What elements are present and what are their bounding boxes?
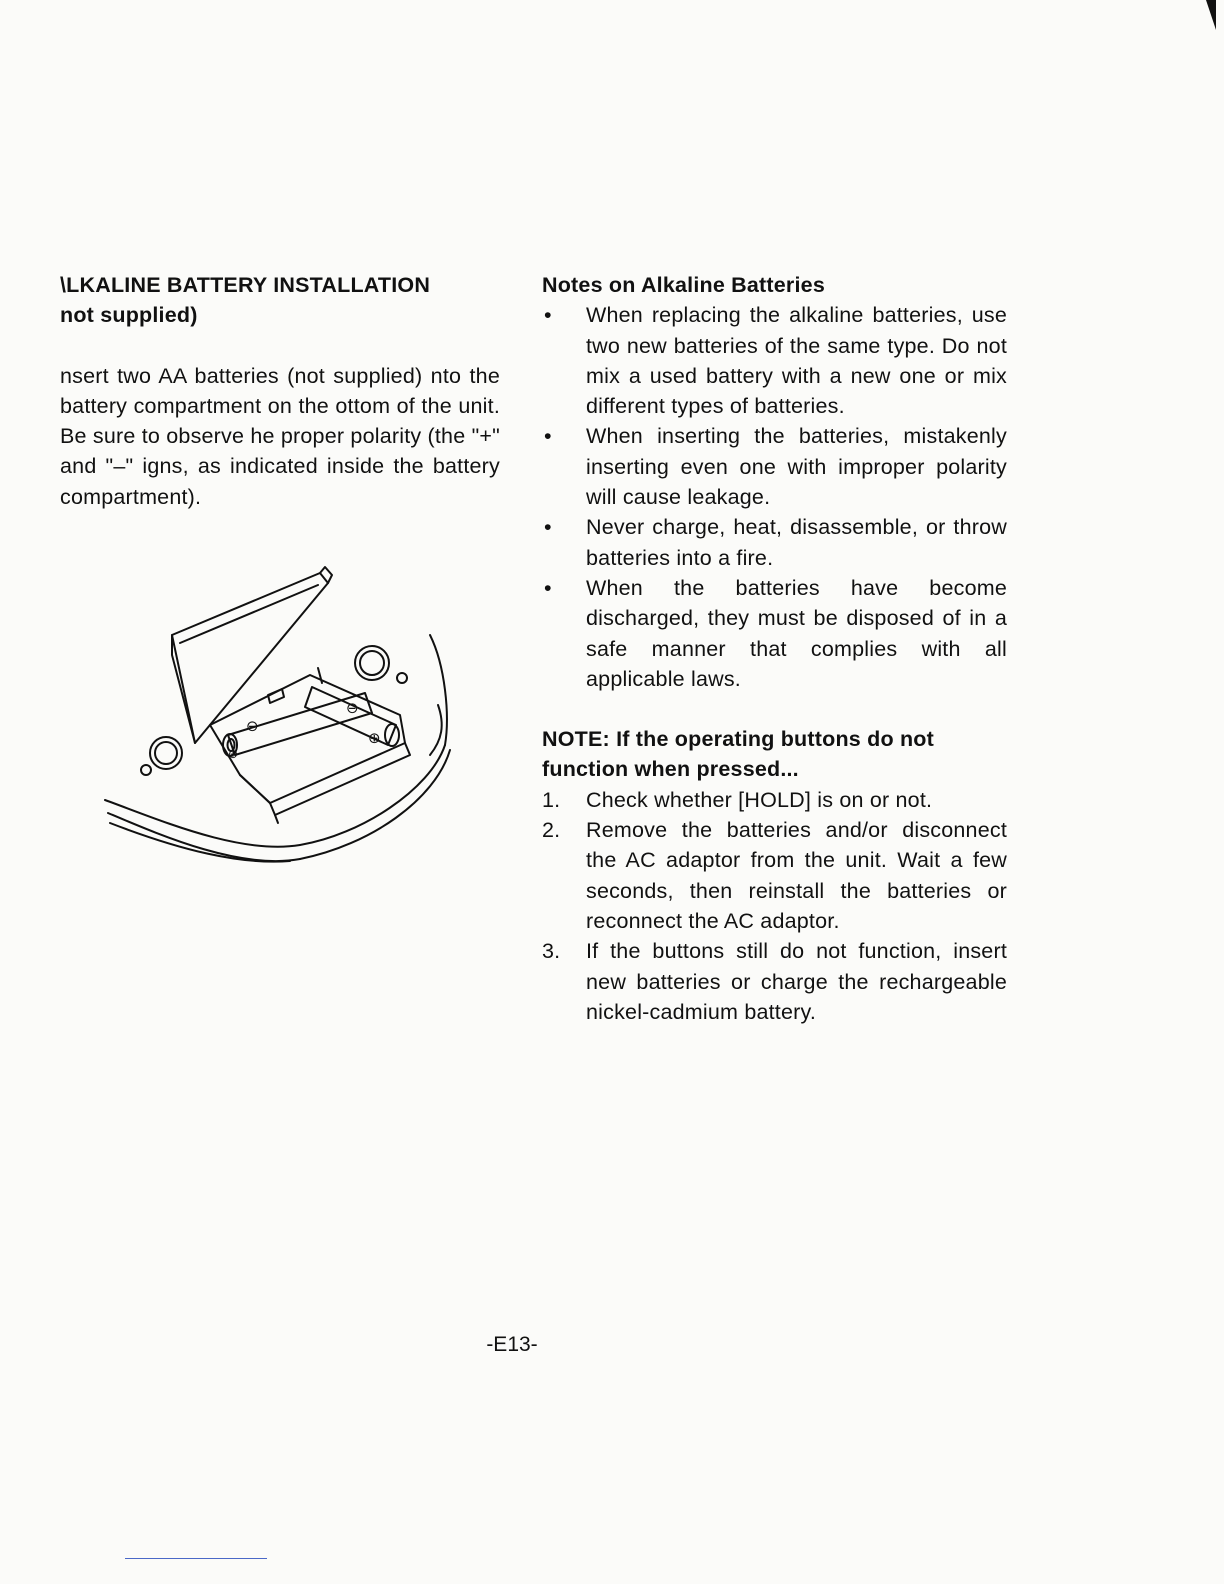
bullet-icon: • <box>544 303 552 328</box>
note-text: When the batteries have become discharged, they must be disposed of in a safe manner that complies with all applicable laws. <box>586 575 1007 691</box>
list-item <box>542 512 1007 573</box>
installation-heading <box>60 270 500 331</box>
scan-edge-line <box>125 1558 267 1559</box>
list-item <box>542 300 1007 421</box>
spacer <box>542 694 1007 724</box>
step-number: 1. <box>542 787 561 812</box>
installation-heading-line1: \LKALINE BATTERY INSTALLATION <box>60 273 431 297</box>
list-item <box>542 785 1007 815</box>
bullet-icon: • <box>544 515 552 540</box>
note-label: NOTE: <box>542 727 610 752</box>
troubleshooting-steps <box>542 785 1007 1027</box>
plus-symbol: ⊕ <box>368 729 381 747</box>
note-text: Never charge, heat, disassemble, or throw batteries into a fire. <box>586 515 1007 570</box>
list-item <box>542 815 1007 936</box>
battery-compartment-illustration <box>100 565 460 865</box>
step-number: 3. <box>542 939 561 964</box>
minus-symbol-2: ⊖ <box>346 699 359 717</box>
minus-symbol: ⊖ <box>246 717 259 735</box>
note-heading <box>542 724 1007 785</box>
scan-corner-mark <box>1206 0 1216 30</box>
note-text: When inserting the batteries, mistakenly inserting even one with improper polarity will cause leakage. <box>586 424 1007 510</box>
step-text: Check whether [HOLD] is on or not. <box>586 787 933 812</box>
bullet-icon: • <box>544 575 552 600</box>
step-text: If the buttons still do not function, insert new batteries or charge the rechargeable nickel-cadmium battery. <box>586 939 1007 1024</box>
list-item <box>542 421 1007 512</box>
installation-instructions: nsert two AA batteries (not supplied) nto the battery compartment on the ottom of the unit. Be sure to observe he proper polarity (the "+" and "–" igns, as indicated inside the battery compartment). <box>60 363 500 509</box>
note-text: When replacing the alkaline batteries, use two new batteries of the same type. Do not mix a used battery with a new one or mix different types of batteries. <box>586 303 1007 419</box>
step-number: 2. <box>542 818 561 843</box>
plus-symbol-2: ⊕ <box>228 747 239 761</box>
page-number: -E13- <box>486 1333 538 1356</box>
right-column <box>542 270 1007 1027</box>
list-item <box>542 936 1007 1027</box>
spacer <box>60 331 500 361</box>
notes-heading: Notes on Alkaline Batteries <box>542 273 825 297</box>
notes-list <box>542 300 1007 694</box>
installation-heading-line2: not supplied) <box>60 303 198 328</box>
left-column <box>60 270 500 512</box>
note-heading-text: If the operating buttons do not function when pressed... <box>542 727 934 782</box>
step-text: Remove the batteries and/or disconnect the AC adaptor from the unit. Wait a few seconds, then reinstall the batteries or reconnect the AC adaptor. <box>586 818 1007 933</box>
bullet-icon: • <box>544 424 552 449</box>
list-item <box>542 573 1007 694</box>
